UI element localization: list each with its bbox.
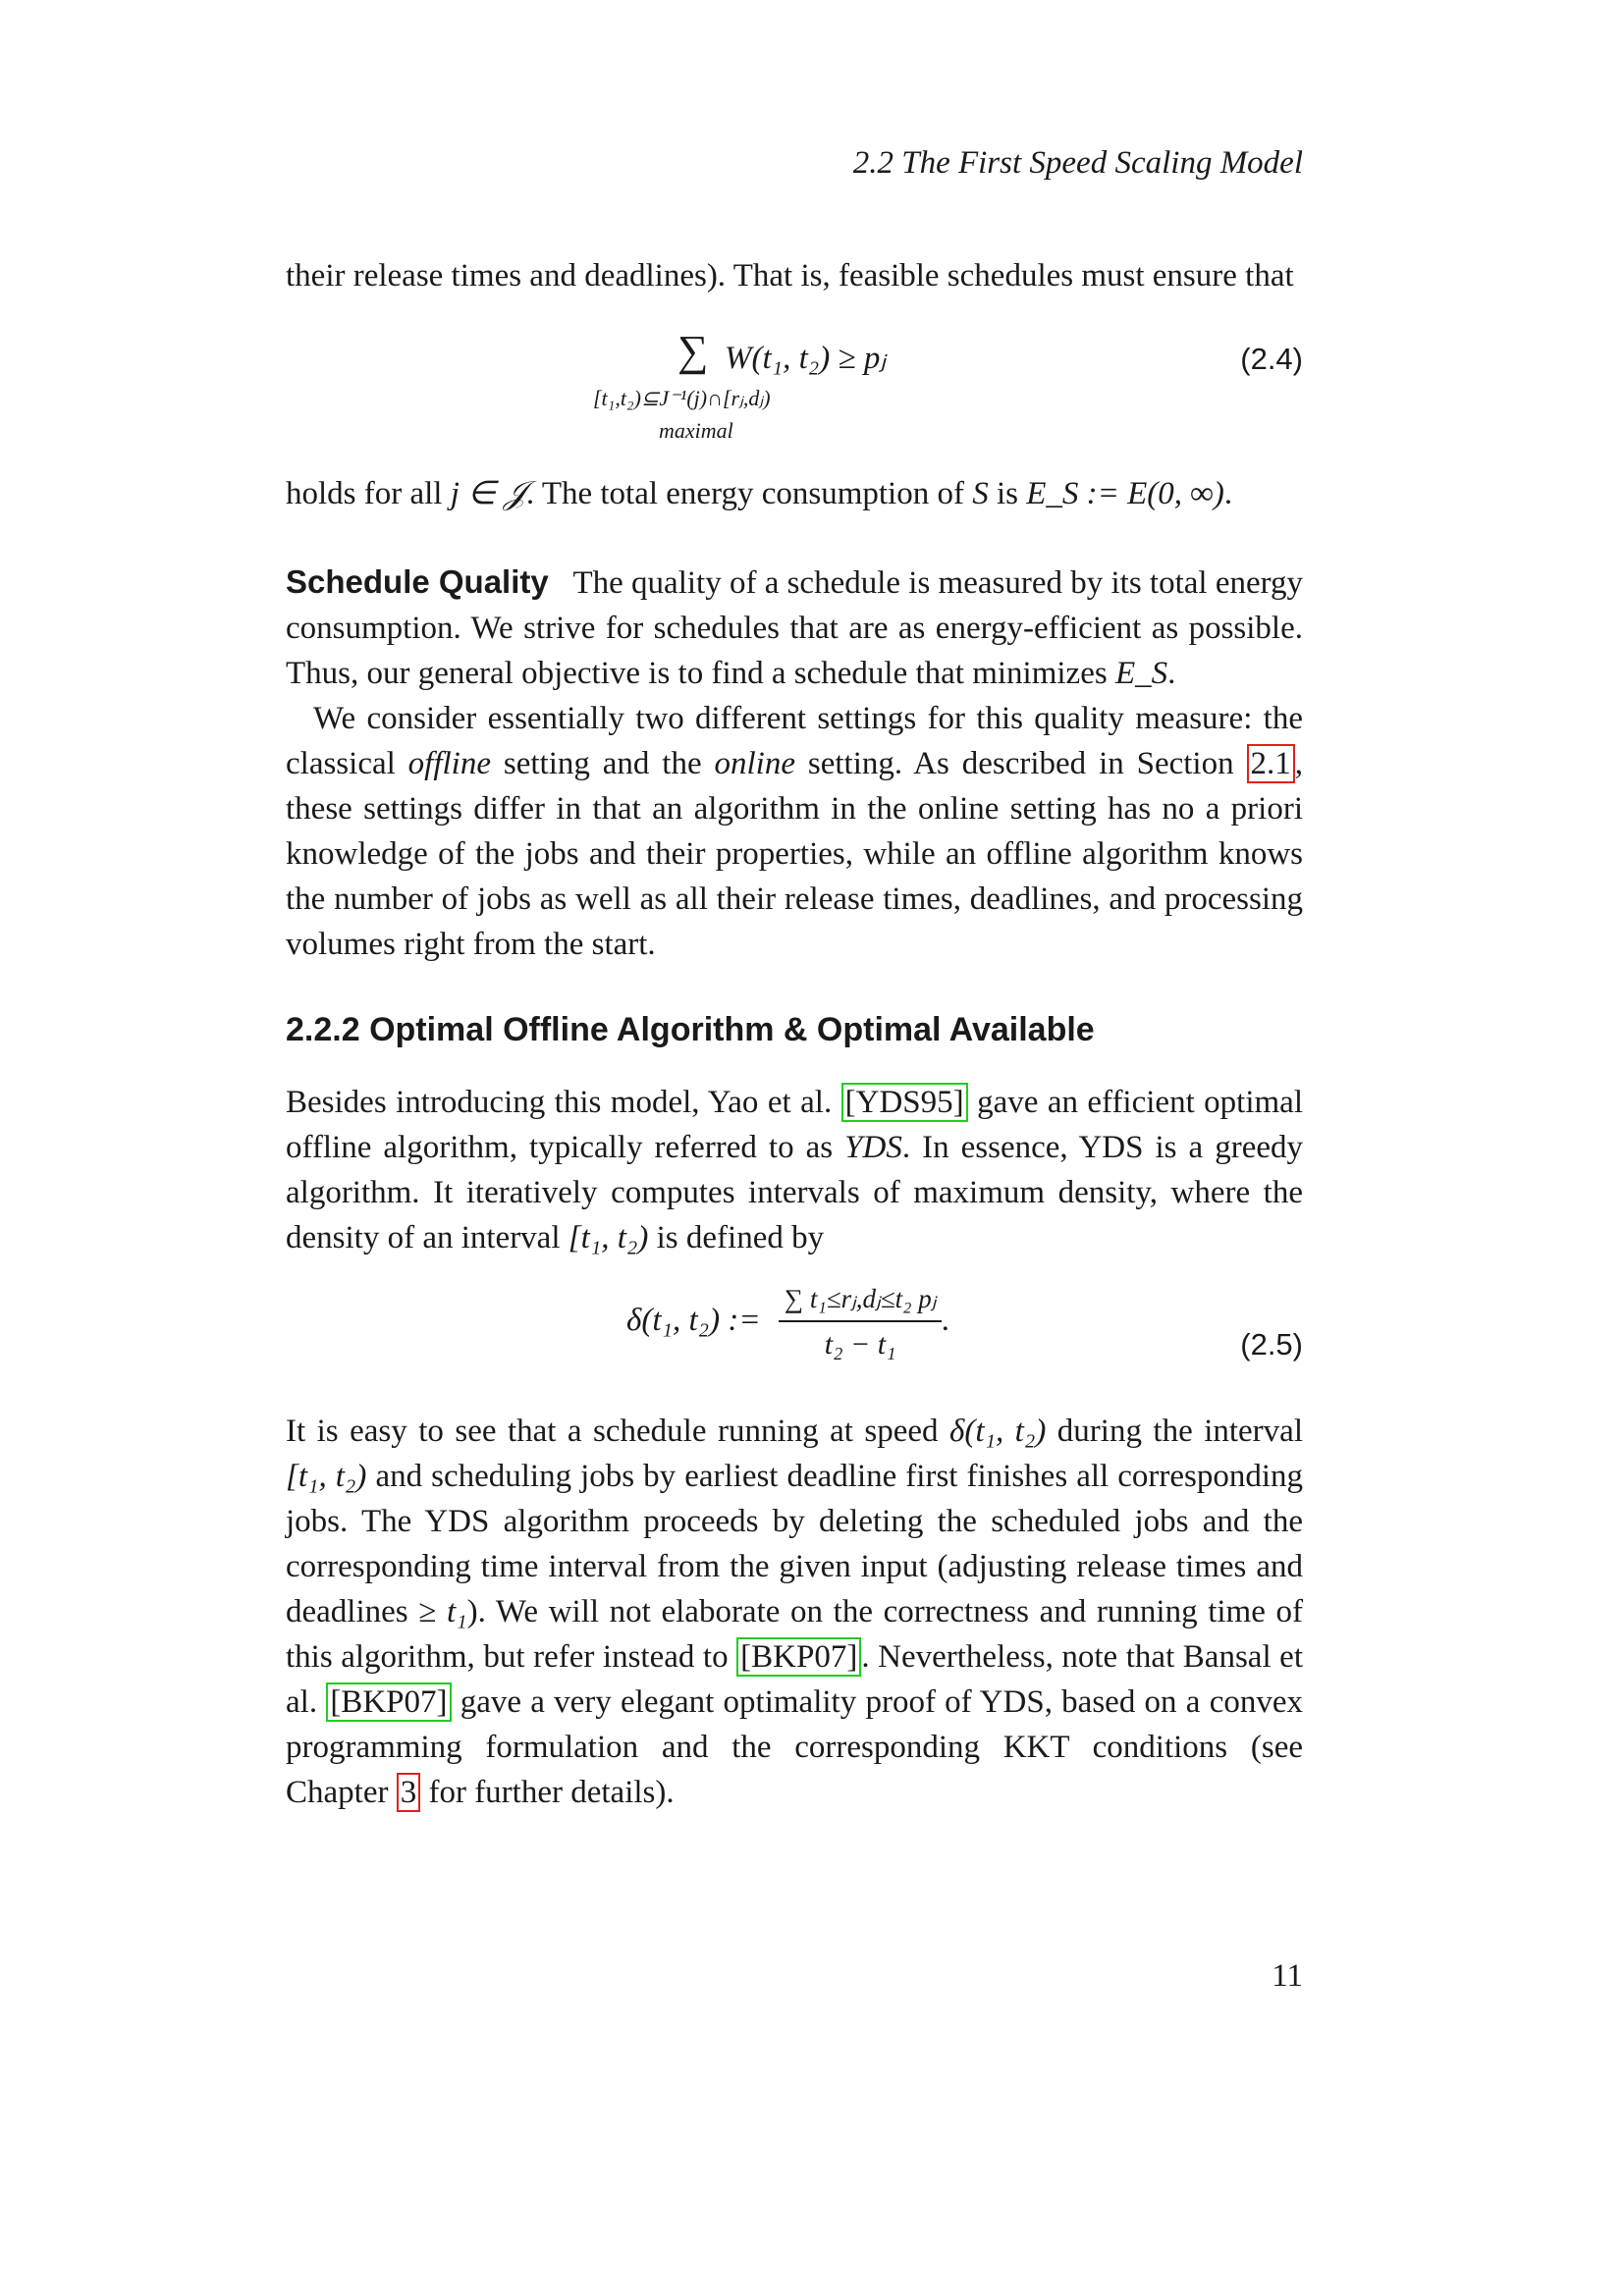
text: , these settings differ in that an algorithm in the online setting has no a priori knowledge of the jobs and their properties, while an offline algorithm knows the number of jobs as well as all their release times, deadlines, and processing volumes right from the start. bbox=[286, 746, 1303, 962]
eq24-subscript: [t₁,t₂)⊆J⁻¹(j)∩[rⱼ,dⱼ) bbox=[593, 386, 771, 410]
text: holds for all bbox=[286, 476, 451, 511]
citation-link[interactable]: [BKP07] bbox=[326, 1682, 451, 1722]
text: for further details). bbox=[420, 1775, 675, 1810]
para-text: their release times and deadlines). That is, feasible schedules must ensure that bbox=[286, 258, 1294, 294]
eq25: δ(t₁, t₂) := $\frac{\text{∑ t₁≤rⱼ,dⱼ≤t₂ pⱼ}}{\text{t₂ − t₁}}$ . bbox=[626, 1284, 950, 1361]
math: S bbox=[972, 476, 989, 511]
math: [t₁, t₂) bbox=[286, 1459, 367, 1494]
math: j ∈ 𝒥 bbox=[450, 476, 526, 511]
paragraph-feasible bbox=[286, 253, 1303, 298]
text: setting and the bbox=[491, 746, 715, 781]
math: E_S bbox=[1114, 656, 1168, 691]
text: is defined by bbox=[648, 1220, 825, 1255]
text: Besides introducing this model, Yao et al. bbox=[286, 1085, 841, 1120]
eq24-subscript-maximal: maximal bbox=[659, 418, 733, 443]
text: and scheduling jobs by earliest deadline first finishes all corresponding jobs. The YDS algorithm proceeds by deleting the scheduled jobs and the corresponding time interval from the given input (adjusting release times and deadlines ≥ bbox=[286, 1459, 1303, 1629]
eq24-body: W(t₁, t₂) ≥ pⱼ bbox=[725, 341, 887, 376]
paragraph-holds bbox=[286, 471, 1303, 516]
running-header: 2.2 The First Speed Scaling Model bbox=[852, 145, 1303, 181]
paragraph-besides bbox=[286, 1080, 1303, 1260]
text: We consider essentially two different settings for this quality measure: the classical bbox=[286, 701, 1303, 781]
text: . Nevertheless, note that Bansal et al. bbox=[286, 1639, 1303, 1720]
text: . In essence, YDS is a greedy algorithm. It iteratively computes intervals of maximum density, where the density of an interval bbox=[286, 1130, 1304, 1255]
text: . The total energy consumption of bbox=[525, 476, 973, 511]
fraction bbox=[779, 1284, 943, 1362]
section-link[interactable]: 2.1 bbox=[1247, 744, 1295, 783]
text: The quality of a schedule is measured by its total energy consumption. We strive for schedules that are as energy-efficient as possible. Thus, our general objective is to find a schedule that minimizes bbox=[286, 565, 1304, 691]
numerator: ∑ t₁≤rⱼ,dⱼ≤t₂ pⱼ bbox=[779, 1284, 943, 1322]
text: gave an efficient optimal offline algorithm, typically referred to as bbox=[286, 1085, 1303, 1165]
text: It is easy to see that a schedule running at speed bbox=[286, 1414, 949, 1449]
text: setting. As described in Section bbox=[794, 746, 1247, 781]
equation-number: (2.4) bbox=[1240, 342, 1303, 376]
denominator: t₂ − t₁ bbox=[824, 1328, 896, 1361]
emph: online bbox=[714, 746, 795, 781]
emph: YDS bbox=[844, 1130, 902, 1165]
emph: offline bbox=[407, 746, 491, 781]
page-number: 11 bbox=[1272, 1958, 1303, 1994]
equation-number: (2.5) bbox=[1240, 1327, 1303, 1362]
citation-link[interactable]: [BKP07] bbox=[736, 1637, 861, 1677]
math: δ(t₁, t₂) bbox=[948, 1414, 1047, 1449]
math: t₁ bbox=[447, 1594, 467, 1629]
sum-symbol: ∑ bbox=[677, 327, 709, 375]
math: E_S := E(0, ∞) bbox=[1026, 476, 1224, 511]
chapter-link[interactable]: 3 bbox=[397, 1773, 421, 1812]
paragraph-schedule-quality: Schedule Quality The quality of a schedule is measured by its total energy consumption. We strive for schedules that are as energy-efficient as possible. Thus, our general objective is to find a schedule that minimizes E_S. We consider essentially two different settings for this quality measure: the classical offline setting and the online setting. As described in Section 2.1 , these settings differ in that an algorithm in the online setting has no a priori knowledge of the jobs and their properties, while an offline algorithm knows the number of jobs as well as all their release times, deadlines, and processing volumes right from the start. bbox=[286, 563, 1304, 962]
text: during the interval bbox=[1046, 1414, 1303, 1449]
text: gave a very elegant optimality proof of YDS, based on a convex programming formulation and the corresponding KKT conditions (see Chapter bbox=[286, 1684, 1303, 1810]
citation-link[interactable]: [YDS95] bbox=[841, 1083, 968, 1122]
text: . bbox=[1223, 476, 1233, 511]
eq25-lhs: δ(t₁, t₂) := bbox=[626, 1303, 761, 1339]
paragraph-easy bbox=[286, 1409, 1303, 1815]
text: is bbox=[988, 476, 1027, 511]
section-heading: 2.2.2 Optimal Offline Algorithm & Optimal Available bbox=[286, 1011, 1095, 1048]
math: [t₁, t₂) bbox=[568, 1220, 649, 1255]
paragraph-heading: Schedule Quality bbox=[286, 563, 549, 600]
text: ). We will not elaborate on the correctness and running time of this algorithm, but refer instead to bbox=[286, 1594, 1303, 1675]
